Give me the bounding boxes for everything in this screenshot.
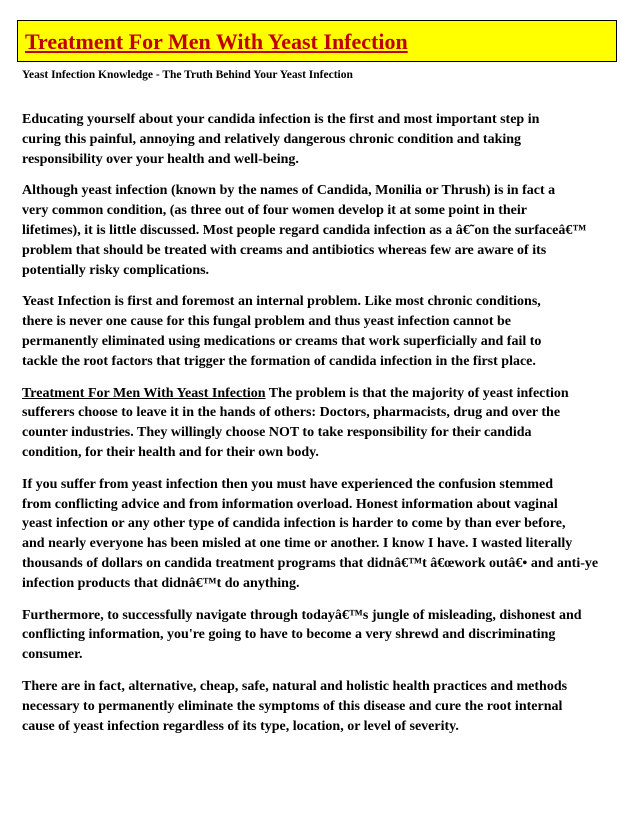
paragraph-line: Yeast Infection is first and foremost an internal problem. Like most chronic conditions,: [22, 294, 541, 310]
paragraph-line-rest: The problem is that the majority of yeast infection: [265, 385, 569, 401]
paragraph-7: [22, 677, 638, 736]
paragraph-line: lifetimes), it is little discussed. Most people regard candida infection as a â€˜on the surfaceâ€™: [22, 222, 587, 238]
paragraph-line: problem that should be treated with creams and antibiotics whereas few are aware of its: [22, 242, 547, 258]
paragraph-line: and nearly everyone has been misled at one time or another. I know I have. I wasted literally: [22, 536, 573, 552]
title-banner: [17, 20, 617, 62]
paragraph-line: thousands of dollars on candida treatment programs that didnâ€™t â€œwork outâ€• and anti-ye: [22, 555, 599, 571]
paragraph-line: If you suffer from yeast infection then you must have experienced the confusion stemmed: [22, 476, 554, 492]
paragraph-line: responsibility over your health and well-being.: [22, 151, 299, 167]
paragraph-line: [22, 384, 638, 404]
paragraph-line: Although yeast infection (known by the names of Candida, Monilia or Thrush) is in fact a: [22, 183, 556, 199]
paragraph-line: There are in fact, alternative, cheap, safe, natural and holistic health practices and methods: [22, 678, 568, 694]
paragraph-line: sufferers choose to leave it in the hands of others: Doctors, pharmacists, drug and over the: [22, 405, 561, 421]
document-subtitle: Yeast Infection Knowledge - The Truth Behind Your Yeast Infection: [22, 69, 353, 81]
paragraph-2: [22, 181, 638, 280]
paragraph-line: tackle the root factors that trigger the formation of candida infection in the first place.: [22, 353, 536, 369]
paragraph-line: yeast infection or any other type of candida infection is harder to come by than ever before,: [22, 516, 566, 532]
paragraph-4: [22, 384, 638, 463]
paragraph-line: consumer.: [22, 647, 83, 663]
paragraph-line: necessary to permanently eliminate the symptoms of this disease and cure the root internal: [22, 698, 563, 714]
paragraph-line: very common condition, (as three out of four women develop it at some point in their: [22, 203, 527, 219]
paragraph-5: [22, 475, 638, 594]
paragraph-line: there is never one cause for this fungal problem and thus yeast infection cannot be: [22, 314, 511, 330]
article-body: [22, 110, 638, 748]
paragraph-line: condition, for their health and for their own body.: [22, 444, 319, 460]
paragraph-3: [22, 292, 638, 371]
paragraph-line: curing this painful, annoying and relatively dangerous chronic condition and taking: [22, 131, 522, 147]
document-title: Treatment For Men With Yeast Infection: [25, 29, 408, 54]
paragraph-line: Educating yourself about your candida infection is the first and most important step in: [22, 112, 540, 127]
paragraph-line: from conflicting advice and from information overload. Honest information about vaginal: [22, 496, 558, 512]
paragraph-6: [22, 606, 638, 665]
paragraph-line: cause of yeast infection regardless of its type, location, or level of severity.: [22, 718, 459, 734]
paragraph-line: potentially risky complications.: [22, 262, 210, 278]
paragraph-1: [22, 110, 638, 169]
paragraph-line: conflicting information, you're going to have to become a very shrewd and discriminating: [22, 627, 556, 643]
paragraph-line: counter industries. They willingly choose NOT to take responsibility for their candida: [22, 425, 532, 441]
paragraph-line: Furthermore, to successfully navigate through todayâ€™s jungle of misleading, dishonest and: [22, 607, 582, 623]
paragraph-line: permanently eliminated using medications or creams that work superficially and fail to: [22, 333, 542, 349]
treatment-link[interactable]: Treatment For Men With Yeast Infection: [22, 385, 266, 401]
paragraph-line: infection products that didnâ€™t do anything.: [22, 575, 300, 591]
